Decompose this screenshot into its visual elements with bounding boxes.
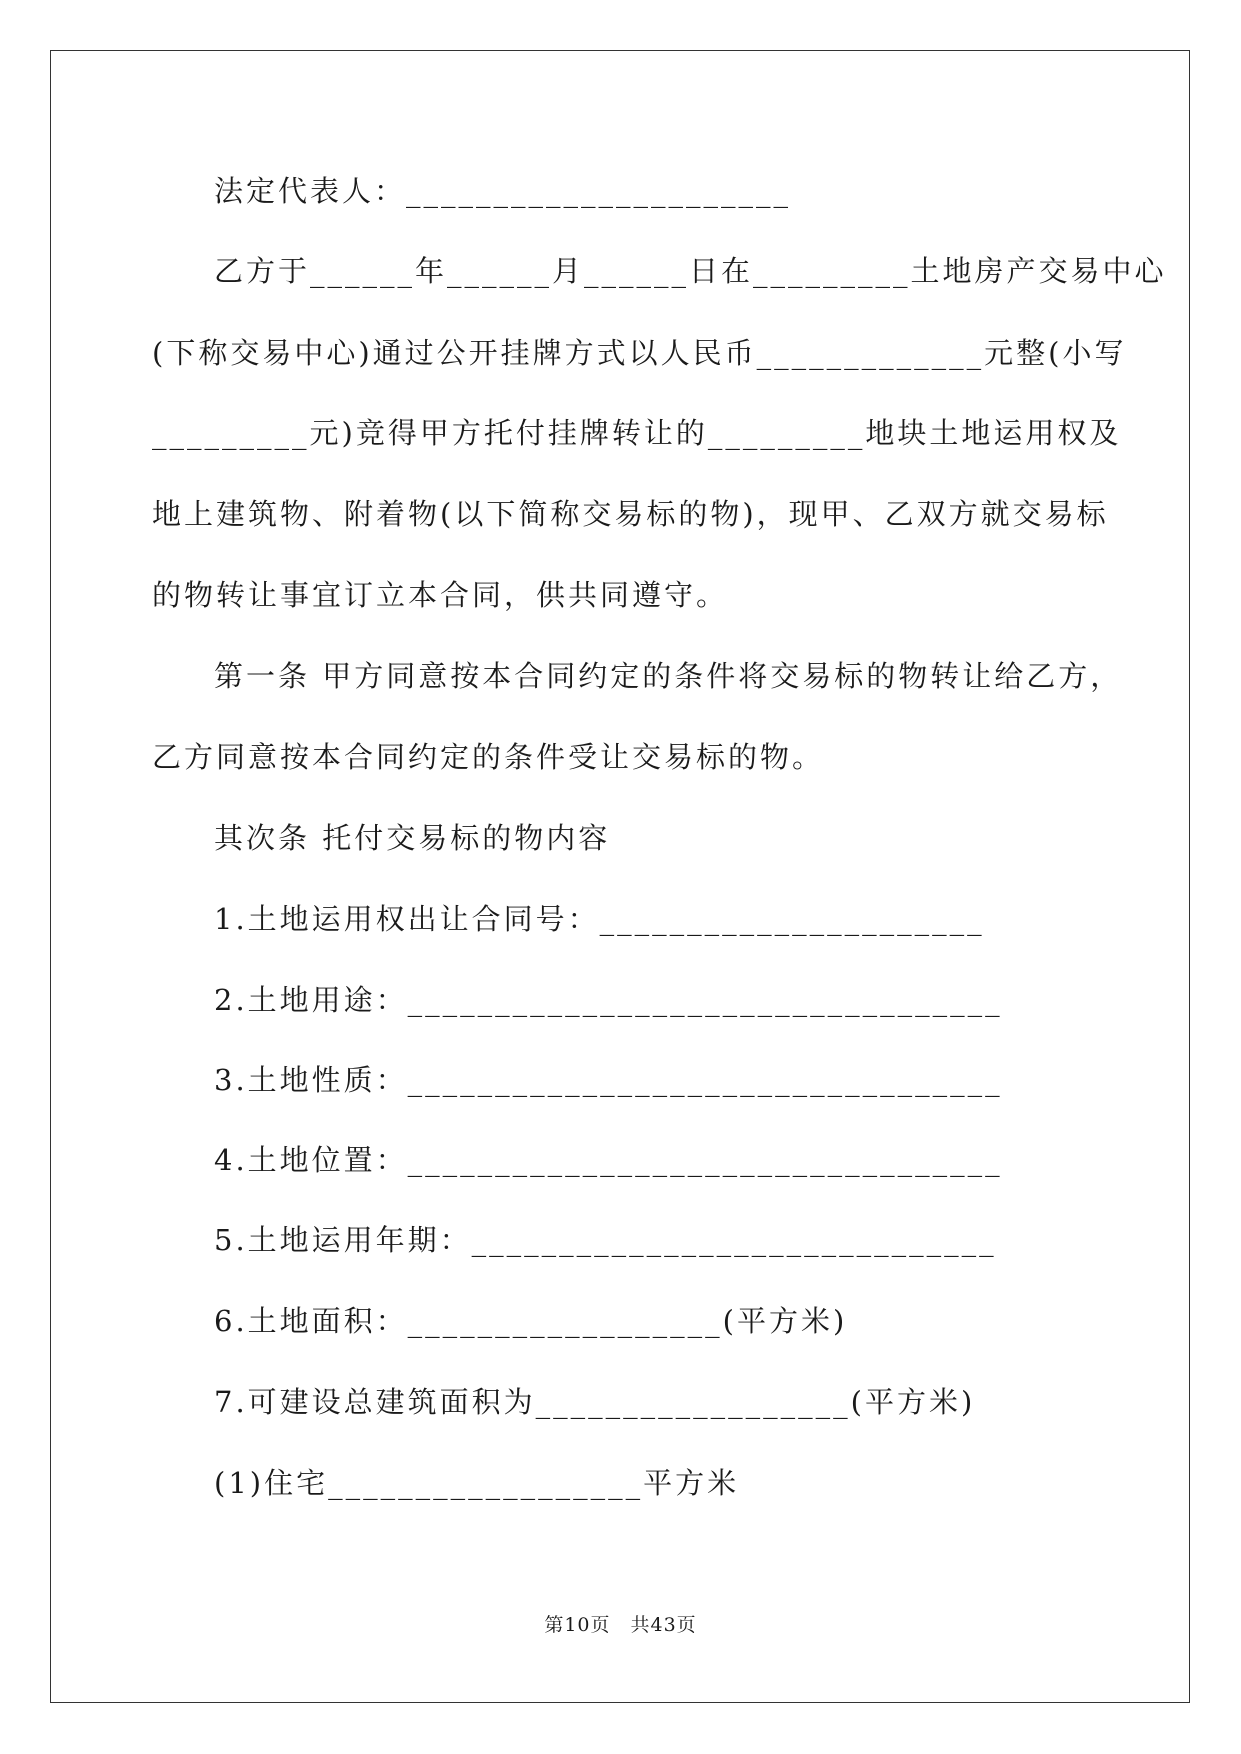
list-item: 6.土地面积：__________________(平方米) <box>214 1304 848 1338</box>
page-number: 第10页 共43页 <box>544 1614 697 1636</box>
article-one-line: 乙方同意按本合同约定的条件受让交易标的物。 <box>152 740 825 774</box>
list-item: 5.土地运用年期：______________________________ <box>214 1223 997 1257</box>
list-item: 7.可建设总建筑面积为__________________(平方米) <box>214 1385 976 1419</box>
paragraph-line: _________元)竞得甲方托付挂牌转让的_________地块土地运用权及 <box>152 416 1122 450</box>
list-item: 4.土地位置：__________________________________ <box>214 1143 1003 1177</box>
article-one-line: 第一条 甲方同意按本合同约定的条件将交易标的物转让给乙方， <box>214 659 1123 693</box>
list-item: 3.土地性质：__________________________________ <box>214 1063 1003 1097</box>
article-two-heading: 其次条 托付交易标的物内容 <box>214 821 611 855</box>
paragraph-line: 乙方于______年______月______日在_________土地房产交易中心 <box>214 254 1167 288</box>
paragraph-line: 的物转让事宜订立本合同，供共同遵守。 <box>152 578 729 612</box>
list-item: 1.土地运用权出让合同号：______________________ <box>214 902 985 936</box>
list-item: (1)住宅__________________平方米 <box>214 1466 740 1500</box>
paragraph-line: (下称交易中心)通过公开挂牌方式以人民币_____________元整(小写 <box>152 336 1127 370</box>
legal-representative-line: 法定代表人：______________________ <box>214 174 792 208</box>
page-border <box>50 50 1190 1703</box>
paragraph-line: 地上建筑物、附着物(以下简称交易标的物)，现甲、乙双方就交易标 <box>152 497 1109 531</box>
list-item: 2.土地用途：__________________________________ <box>214 983 1003 1017</box>
